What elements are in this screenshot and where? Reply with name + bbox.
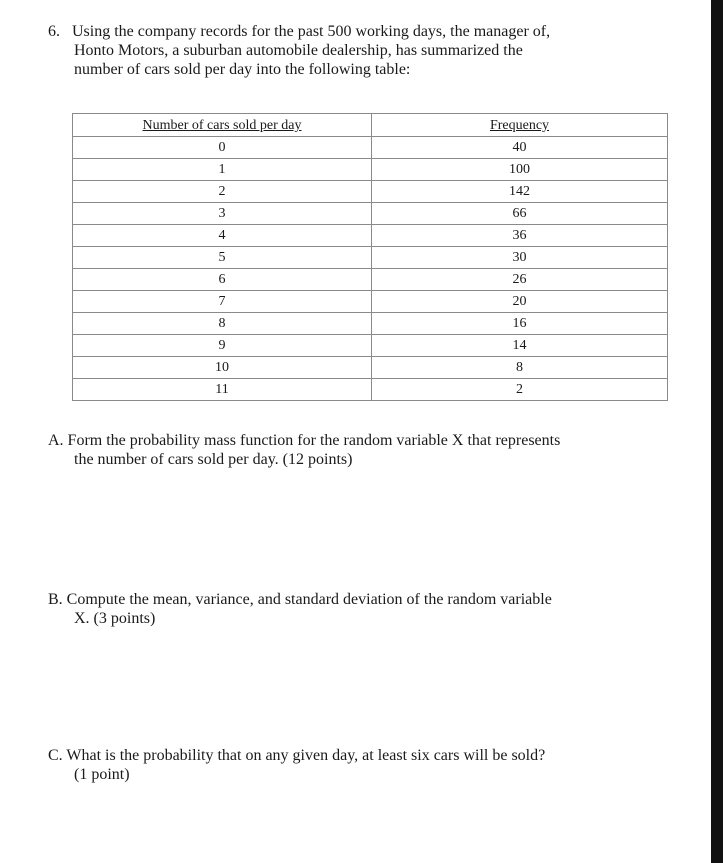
part-a-line-2: the number of cars sold per day. (12 points) <box>74 451 353 468</box>
frequency-cell: 14 <box>372 335 668 357</box>
cars-cell: 0 <box>73 137 372 159</box>
table-row <box>73 313 668 335</box>
frequency-cell: 66 <box>372 203 668 225</box>
frequency-cell: 40 <box>372 137 668 159</box>
frequency-cell: 20 <box>372 291 668 313</box>
part-a <box>48 431 673 469</box>
part-b <box>48 590 673 628</box>
part-c-line-1: C. What is the probability that on any given day, at least six cars will be sold? <box>48 747 546 764</box>
table-row <box>73 203 668 225</box>
frequency-cell: 100 <box>372 159 668 181</box>
cars-cell: 4 <box>73 225 372 247</box>
cars-cell: 7 <box>73 291 372 313</box>
cars-cell: 11 <box>73 379 372 401</box>
right-edge-strip <box>711 0 723 863</box>
cars-cell: 10 <box>73 357 372 379</box>
frequency-cell: 142 <box>372 181 668 203</box>
table-header-row <box>73 114 668 137</box>
frequency-table <box>72 113 668 401</box>
cars-cell: 3 <box>73 203 372 225</box>
cars-cell: 2 <box>73 181 372 203</box>
table-row <box>73 247 668 269</box>
table-row <box>73 269 668 291</box>
cars-cell: 1 <box>73 159 372 181</box>
table-row <box>73 137 668 159</box>
header-frequency: Frequency <box>372 114 668 137</box>
question-number: 6. <box>48 23 60 40</box>
table-row <box>73 379 668 401</box>
part-c-line-2: (1 point) <box>74 766 130 783</box>
part-b-line-1: B. Compute the mean, variance, and standard deviation of the random variable <box>48 591 552 608</box>
question-line-3: number of cars sold per day into the following table: <box>74 61 411 78</box>
cars-cell: 5 <box>73 247 372 269</box>
part-b-line-2: X. (3 points) <box>74 610 156 627</box>
table-row <box>73 159 668 181</box>
cars-cell: 9 <box>73 335 372 357</box>
table-row <box>73 357 668 379</box>
table-row <box>73 181 668 203</box>
table-row <box>73 335 668 357</box>
question-line-1: Using the company records for the past 500 working days, the manager of, <box>72 23 551 40</box>
frequency-cell: 16 <box>372 313 668 335</box>
question-line-2: Honto Motors, a suburban automobile dealership, has summarized the <box>74 42 523 59</box>
question-text <box>48 22 668 79</box>
part-c <box>48 746 673 784</box>
part-a-line-1: A. Form the probability mass function for the random variable X that represents <box>48 432 561 449</box>
table-row <box>73 225 668 247</box>
frequency-cell: 2 <box>372 379 668 401</box>
cars-cell: 6 <box>73 269 372 291</box>
cars-cell: 8 <box>73 313 372 335</box>
header-cars-sold: Number of cars sold per day <box>73 114 372 137</box>
table-row <box>73 291 668 313</box>
frequency-cell: 8 <box>372 357 668 379</box>
frequency-cell: 36 <box>372 225 668 247</box>
frequency-cell: 26 <box>372 269 668 291</box>
frequency-cell: 30 <box>372 247 668 269</box>
